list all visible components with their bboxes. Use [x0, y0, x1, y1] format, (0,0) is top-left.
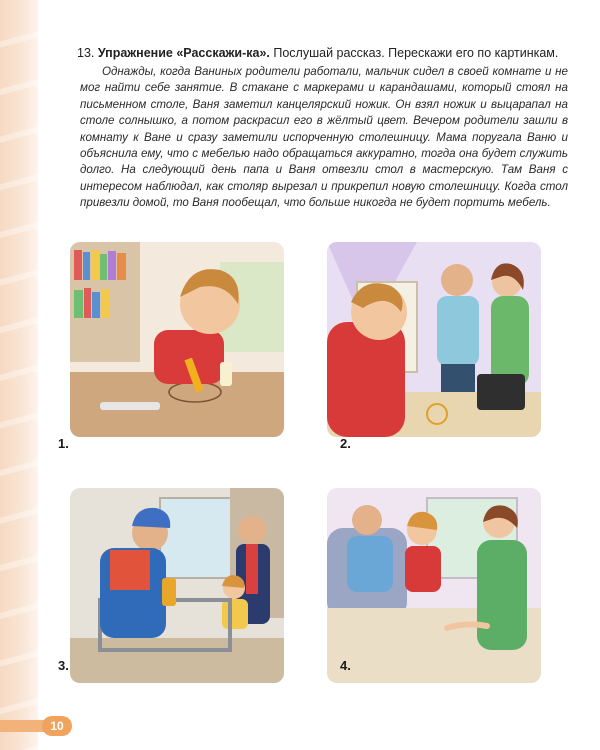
boy-promises-illustration	[327, 488, 541, 683]
exercise-instruction: Послушай рассказ. Перескажи его по картинкам.	[273, 46, 559, 60]
page-number-strip	[0, 720, 44, 732]
exercise-heading	[77, 45, 567, 61]
illustration-panel-1	[70, 242, 284, 437]
exercise-number: 13.	[77, 46, 95, 60]
panel-label-2: 2.	[340, 436, 351, 451]
panel-label-1: 1.	[58, 436, 69, 451]
panel-label-4: 4.	[340, 658, 351, 673]
page-number: 10	[42, 716, 72, 736]
illustration-panel-4	[327, 488, 541, 683]
decorative-margin	[0, 0, 38, 750]
story-text: Однажды, когда Ваниных родители работали, мальчик сидел в своей комнате и не мог найти себе занятие. В стакане с маркерами и карандашами, который стоял на письменном столе, Ваня заметил канцелярский ножик. Он взял ножик и выцарапал на столе солнышко, а потом раскрасил его в жёлтый цвет. Вечером родители зашли в комнату к Ване и сразу заметили испорченную столешницу. Мама поругала Ваню и объяснила ему, что с мебелью надо обращаться аккуратно, тогда она будет служить долго. На следующий день папа и Ваня отвезли стол в мастерскую. Там Ваня с интересом наблюдал, как столяр вырезал и прикрепил новую столешницу. Когда стол привезли домой, то Ваня пообещал, что больше никогда не будет портить мебель.	[80, 65, 568, 210]
illustration-panel-2	[327, 242, 541, 437]
boy-scratching-table-illustration	[70, 242, 284, 437]
exercise-title: Упражнение «Расскажи-ка».	[97, 46, 270, 60]
panel-label-3: 3.	[58, 658, 69, 673]
parents-notice-damage-illustration	[327, 242, 541, 437]
carpenter-workshop-illustration	[70, 488, 284, 683]
illustration-panel-3	[70, 488, 284, 683]
